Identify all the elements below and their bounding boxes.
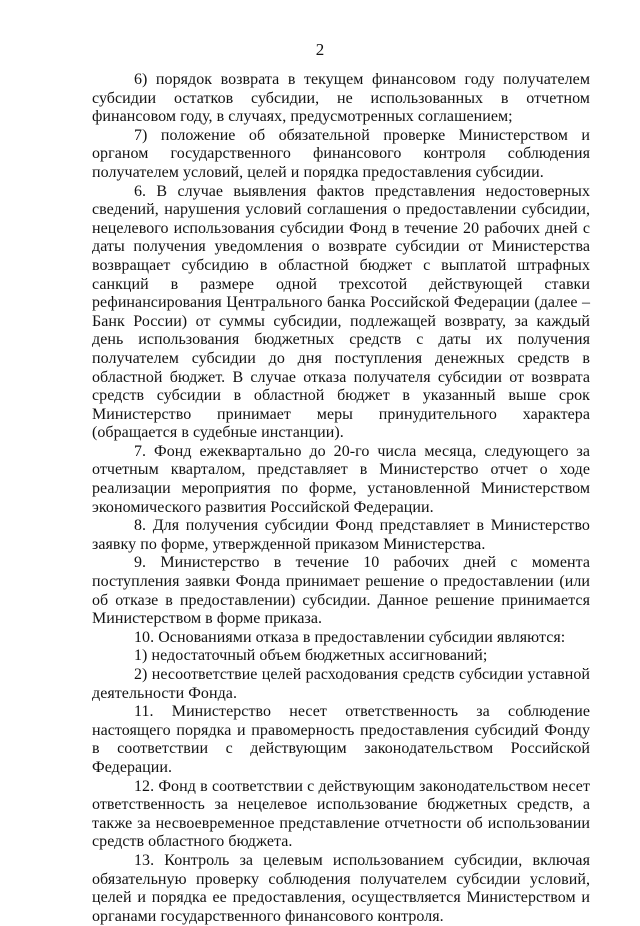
paragraph-section-11: 11. Министерство несет ответственность за соблюдение настоящего порядка и правомерность предоставления субсидий Фонду в соответствии с действующим законодательством Российской Федерации. bbox=[92, 703, 590, 776]
paragraph-item-7: 7) положение об обязательной проверке Министерством и органом государственного финансового контроля соблюдения получателем условий, целей и порядка предоставления субсидии. bbox=[92, 126, 590, 181]
paragraph-section-10-item-2: 2) несоответствие целей расходования средств субсидии уставной деятельности Фонда. bbox=[92, 666, 590, 702]
paragraph-section-6: 6. В случае выявления фактов представления недостоверных сведений, нарушения условий соглашения о предоставлении субсидии, нецелевого использования субсидии Фонд в течение 20 рабочих дней с даты получения уведомления о возврате субсидии от Министерства возвращает субсидию в областной бюджет с выплатой штрафных санкций в размере одной трехсотой действующей ставки рефинансирования Центрального банка Российской Федерации (далее – Банк России) от суммы субсидии, подлежащей возврату, за каждый день использования бюджетных средств с даты их получения получателем субсидии до дня поступления денежных средств в областной бюджет. В случае отказа получателя субсидии от возврата средств субсидии в областной бюджет в указанный выше срок Министерство принимает меры принудительного характера (обращается в судебные инстанции). bbox=[92, 182, 590, 442]
paragraph-section-8: 8. Для получения субсидии Фонд представляет в Министерство заявку по форме, утвержденной приказом Министерства. bbox=[92, 517, 590, 553]
paragraph-section-10-item-1: 1) недостаточный объем бюджетных ассигнований; bbox=[134, 647, 488, 665]
paragraph-section-13: 13. Контроль за целевым использованием субсидии, включая обязательную проверку соблюдения получателем субсидии условий, целей и порядка ее предоставления, осуществляется Министерством и органами государственного финансового контроля. bbox=[92, 851, 590, 925]
paragraph-item-6: 6) порядок возврата в текущем финансовом году получателем субсидии остатков субсидии, не использованных в отчетном финансовом году, в случаях, предусмотренных соглашением; bbox=[92, 71, 590, 126]
document-body bbox=[92, 71, 590, 926]
paragraph-section-10: 10. Основаниями отказа в предоставлении субсидии являются: bbox=[134, 628, 566, 646]
page-number: 2 bbox=[315, 40, 325, 59]
paragraph-section-12: 12. Фонд в соответствии с действующим законодательством несет ответственность за нецелевое использование бюджетных средств, а также за несвоевременное представление отчетности об использовании средств областного бюджета. bbox=[92, 777, 590, 851]
paragraph-section-9: 9. Министерство в течение 10 рабочих дней с момента поступления заявки Фонда принимает решение о предоставлении (или об отказе в предоставлении) субсидии. Данное решение принимается Министерством в форме приказа. bbox=[92, 554, 590, 628]
paragraph-section-7: 7. Фонд ежеквартально до 20-го числа месяца, следующего за отчетным кварталом, представляет в Министерство отчет о ходе реализации мероприятия по форме, установленной Министерством экономического развития Российской Федерации. bbox=[92, 442, 590, 516]
